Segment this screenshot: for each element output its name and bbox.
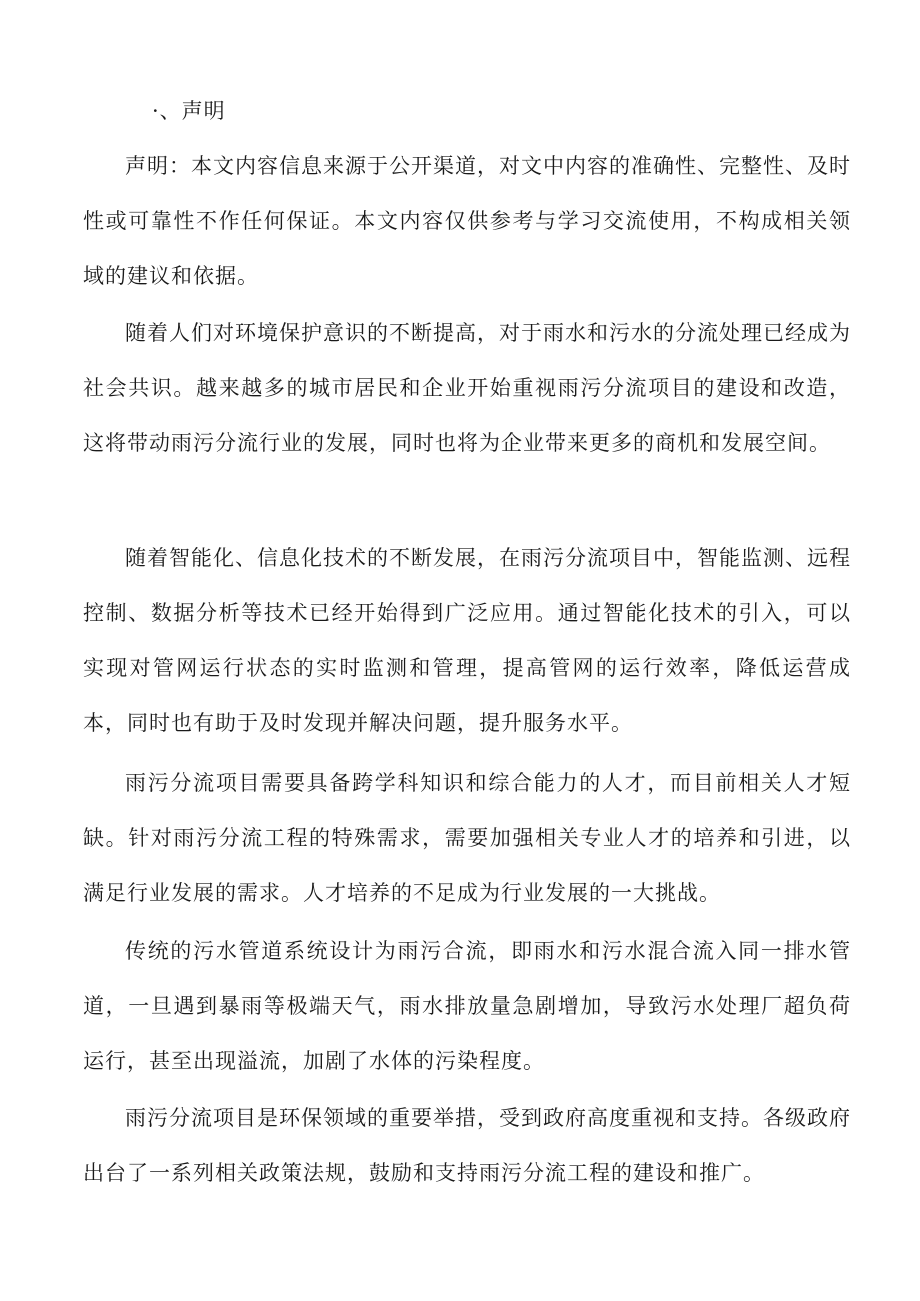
section-heading: ·、声明	[152, 99, 226, 123]
disclaimer-paragraph: 声明：本文内容信息来源于公开渠道，对文中内容的准确性、完整性、及时性或可靠性不作任何保证。本文内容仅供参考与学习交流使用，不构成相关领域的建议和依据。	[83, 154, 851, 288]
body-paragraph: 传统的污水管道系统设计为雨污合流，即雨水和污水混合流入同一排水管道，一旦遇到暴雨等极端天气，雨水排放量急剧增加，导致污水处理厂超负荷运行，甚至出现溢流，加剧了水体的污染程度。	[83, 939, 851, 1073]
body-paragraph: 雨污分流项目是环保领域的重要举措，受到政府高度重视和支持。各级政府出台了一系列相关政策法规，鼓励和支持雨污分流工程的建设和推广。	[83, 1106, 851, 1185]
body-paragraph: 随着人们对环境保护意识的不断提高，对于雨水和污水的分流处理已经成为社会共识。越来越多的城市居民和企业开始重视雨污分流项目的建设和改造，这将带动雨污分流行业的发展，同时也将为企业带来更多的商机和发展空间。	[83, 321, 851, 455]
body-paragraph: 雨污分流项目需要具备跨学科知识和综合能力的人才，而目前相关人才短缺。针对雨污分流工程的特殊需求，需要加强相关专业人才的培养和引进，以满足行业发展的需求。人才培养的不足成为行业发展的一大挑战。	[83, 771, 851, 905]
body-paragraph: 随着智能化、信息化技术的不断发展，在雨污分流项目中，智能监测、远程控制、数据分析等技术已经开始得到广泛应用。通过智能化技术的引入，可以实现对管网运行状态的实时监测和管理，提高管网的运行效率，降低运营成本，同时也有助于及时发现并解决问题，提升服务水平。	[83, 546, 851, 735]
